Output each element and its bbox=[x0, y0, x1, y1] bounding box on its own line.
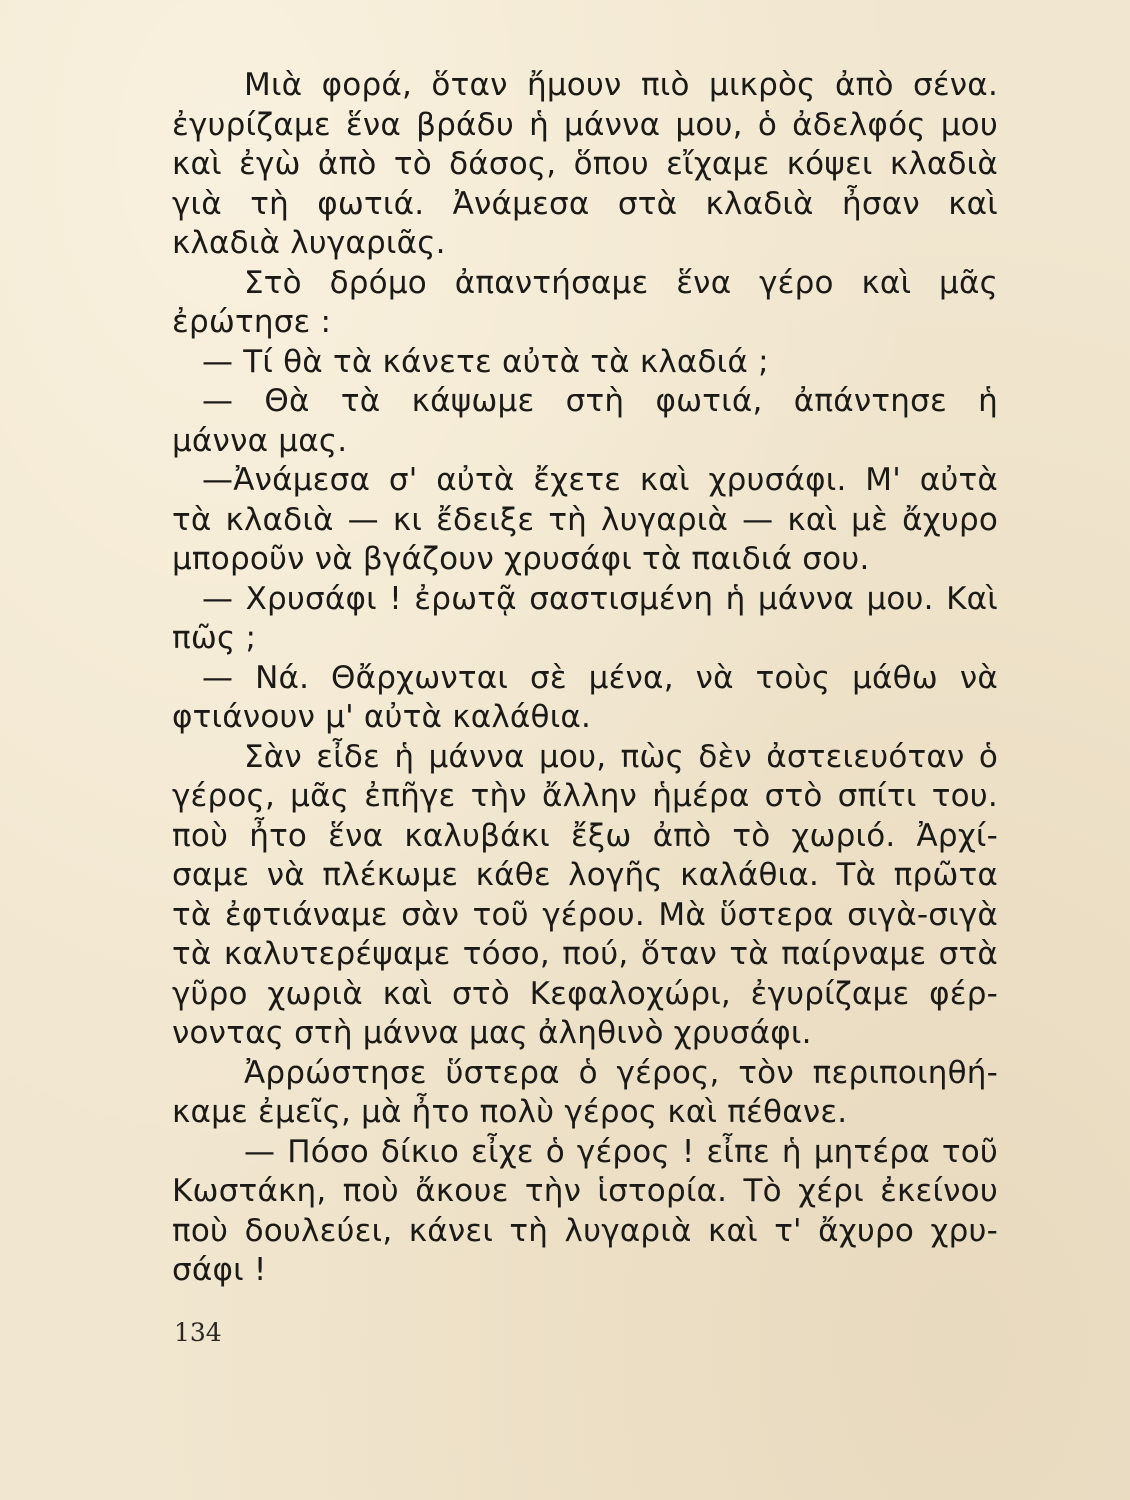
text-line: — Πόσο δίκιο εἶχε ὁ γέρος ! εἶπε ἡ μητέρα τοῦ bbox=[244, 1133, 998, 1170]
text-line: νοντας στὴ μάννα μας ἀληθινὸ χρυσάφι. bbox=[172, 1015, 812, 1051]
text-line: ποὺ δουλεύει, κάνει τὴ λυγαριὰ καὶ τ' ἄχυρο χρυ- bbox=[172, 1212, 998, 1249]
text-line: — Θὰ τὰ κάψωμε στὴ φωτιά, ἀπάντησε ἡ bbox=[202, 383, 998, 419]
text-line: καμε ἐμεῖς, μὰ ἦτο πολὺ γέρος καὶ πέθανε. bbox=[172, 1094, 848, 1130]
text-line: —Ἀνάμεσα σ' αὐτὰ ἔχετε καὶ χρυσάφι. Μ' αὐτὰ bbox=[202, 462, 998, 498]
text-line: Ἀρρώστησε ὕστερα ὁ γέρος, τὸν περιποιηθή- bbox=[244, 1054, 998, 1091]
text-line: μάννα μας. bbox=[172, 422, 348, 459]
text-line: Κωστάκη, ποὺ ἄκουε τὴν ἱστορία. Τὸ χέρι ἐκείνου bbox=[172, 1173, 998, 1209]
text-line: τὰ ἐφτιάναμε σὰν τοῦ γέρου. Μὰ ὕστερα σιγὰ-σιγὰ bbox=[172, 896, 998, 933]
text-line: κλαδιὰ λυγαριᾶς. bbox=[172, 225, 446, 261]
page-number: 134 bbox=[174, 1318, 222, 1347]
body-text bbox=[172, 66, 998, 1291]
text-line: σάφι ! bbox=[172, 1252, 267, 1288]
text-line: σαμε νὰ πλέκωμε κάθε λογῆς καλάθια. Τὰ πρῶτα bbox=[172, 857, 998, 893]
text-line: ἐρώτησε : bbox=[172, 304, 332, 340]
text-line: γέρος, μᾶς ἐπῆγε τὴν ἄλλην ἡμέρα στὸ σπίτι του. bbox=[172, 778, 998, 814]
text-line: Μιὰ φορά, ὅταν ἤμουν πιὸ μικρὸς ἀπὸ σένα. bbox=[244, 67, 998, 103]
text-line: τὰ καλυτερέψαμε τόσο, πού, ὅταν τὰ παίρναμε στὰ bbox=[172, 936, 998, 972]
text-line: — Νά. Θἄρχωνται σὲ μένα, νὰ τοὺς μάθω νὰ bbox=[202, 659, 998, 696]
text-line: Σὰν εἶδε ἡ μάννα μου, πὼς δὲν ἀστειευόταν ὁ bbox=[244, 738, 998, 775]
text-line: ἐγυρίζαμε ἕνα βράδυ ἡ μάννα μου, ὁ ἀδελφός μου bbox=[172, 106, 998, 143]
text-line: Στὸ δρόμο ἀπαντήσαμε ἕνα γέρο καὶ μᾶς bbox=[244, 264, 998, 301]
text-line: πῶς ; bbox=[172, 620, 257, 656]
text-line: ποὺ ἦτο ἕνα καλυβάκι ἔξω ἀπὸ τὸ χωριό. Ἀρχί- bbox=[172, 817, 998, 854]
text-line: τὰ κλαδιὰ — κι ἔδειξε τὴ λυγαριὰ — καὶ μὲ ἄχυρο bbox=[172, 501, 998, 538]
text-line: — Χρυσάφι ! ἐρωτᾷ σαστισμένη ἡ μάννα μου. Καὶ bbox=[202, 580, 998, 617]
text-line: γῦρο χωριὰ καὶ στὸ Κεφαλοχώρι, ἐγυρίζαμε φέρ- bbox=[172, 975, 998, 1012]
text-line: μποροῦν νὰ βγάζουν χρυσάφι τὰ παιδιά σου. bbox=[172, 541, 870, 577]
text-line: καὶ ἐγὼ ἀπὸ τὸ δάσος, ὅπου εἴχαμε κόψει κλαδιὰ bbox=[172, 146, 998, 182]
text-line: φτιάνουν μ' αὐτὰ καλάθια. bbox=[172, 699, 592, 735]
text-line: — Τί θὰ τὰ κάνετε αὐτὰ τὰ κλαδιά ; bbox=[202, 343, 769, 380]
text-line: γιὰ τὴ φωτιά. Ἀνάμεσα στὰ κλαδιὰ ἦσαν καὶ bbox=[172, 185, 998, 222]
